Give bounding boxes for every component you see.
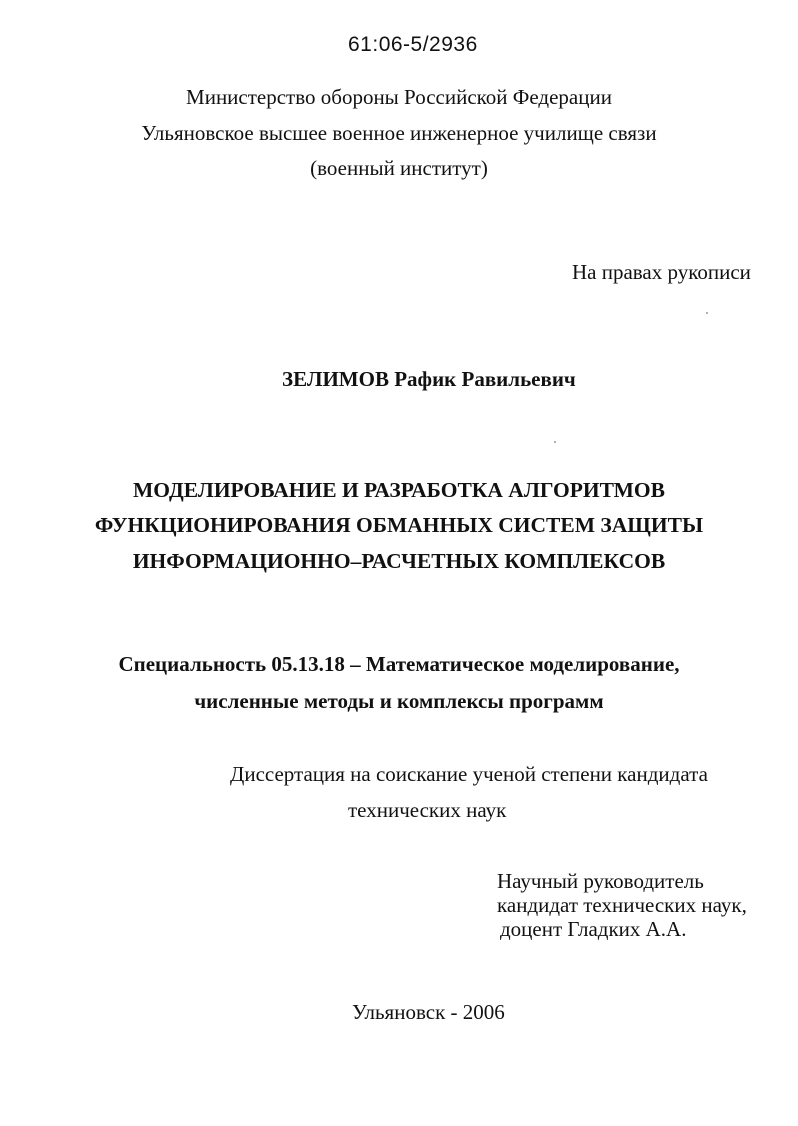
specialty-line-2: численные методы и комплексы программ	[194, 689, 604, 713]
dissertation-line-1: Диссертация на соискание ученой степени кандидата	[230, 762, 708, 786]
title-line-2: ФУНКЦИОНИРОВАНИЯ ОБМАННЫХ СИСТЕМ ЗАЩИТЫ	[94, 513, 704, 537]
dissertation-line-2: технических наук	[348, 798, 507, 822]
organization-school: Ульяновское высшее военное инженерное училище связи	[141, 121, 657, 145]
author-name: ЗЕЛИМОВ Рафик Равильевич	[282, 367, 576, 391]
specialty-line-1: Специальность 05.13.18 – Математическое моделирование,	[118, 652, 680, 676]
place-year: Ульяновск - 2006	[352, 1000, 505, 1024]
organization-ministry: Министерство обороны Российской Федерации	[186, 85, 612, 109]
supervisor-line-3: доцент Гладких А.А.	[500, 917, 687, 941]
title-line-1: МОДЕЛИРОВАНИЕ И РАЗРАБОТКА АЛГОРИТМОВ	[133, 478, 665, 502]
scan-speck	[706, 312, 708, 314]
scan-speck	[554, 441, 556, 443]
supervisor-line-1: Научный руководитель	[497, 869, 704, 893]
title-line-3: ИНФОРМАЦИОННО–РАСЧЕТНЫХ КОМПЛЕКСОВ	[132, 549, 666, 573]
manuscript-rights: На правах рукописи	[572, 260, 751, 284]
supervisor-line-2: кандидат технических наук,	[497, 893, 747, 917]
archive-number: 61:06-5/2936	[348, 33, 478, 56]
organization-institute: (военный институт)	[310, 156, 488, 180]
